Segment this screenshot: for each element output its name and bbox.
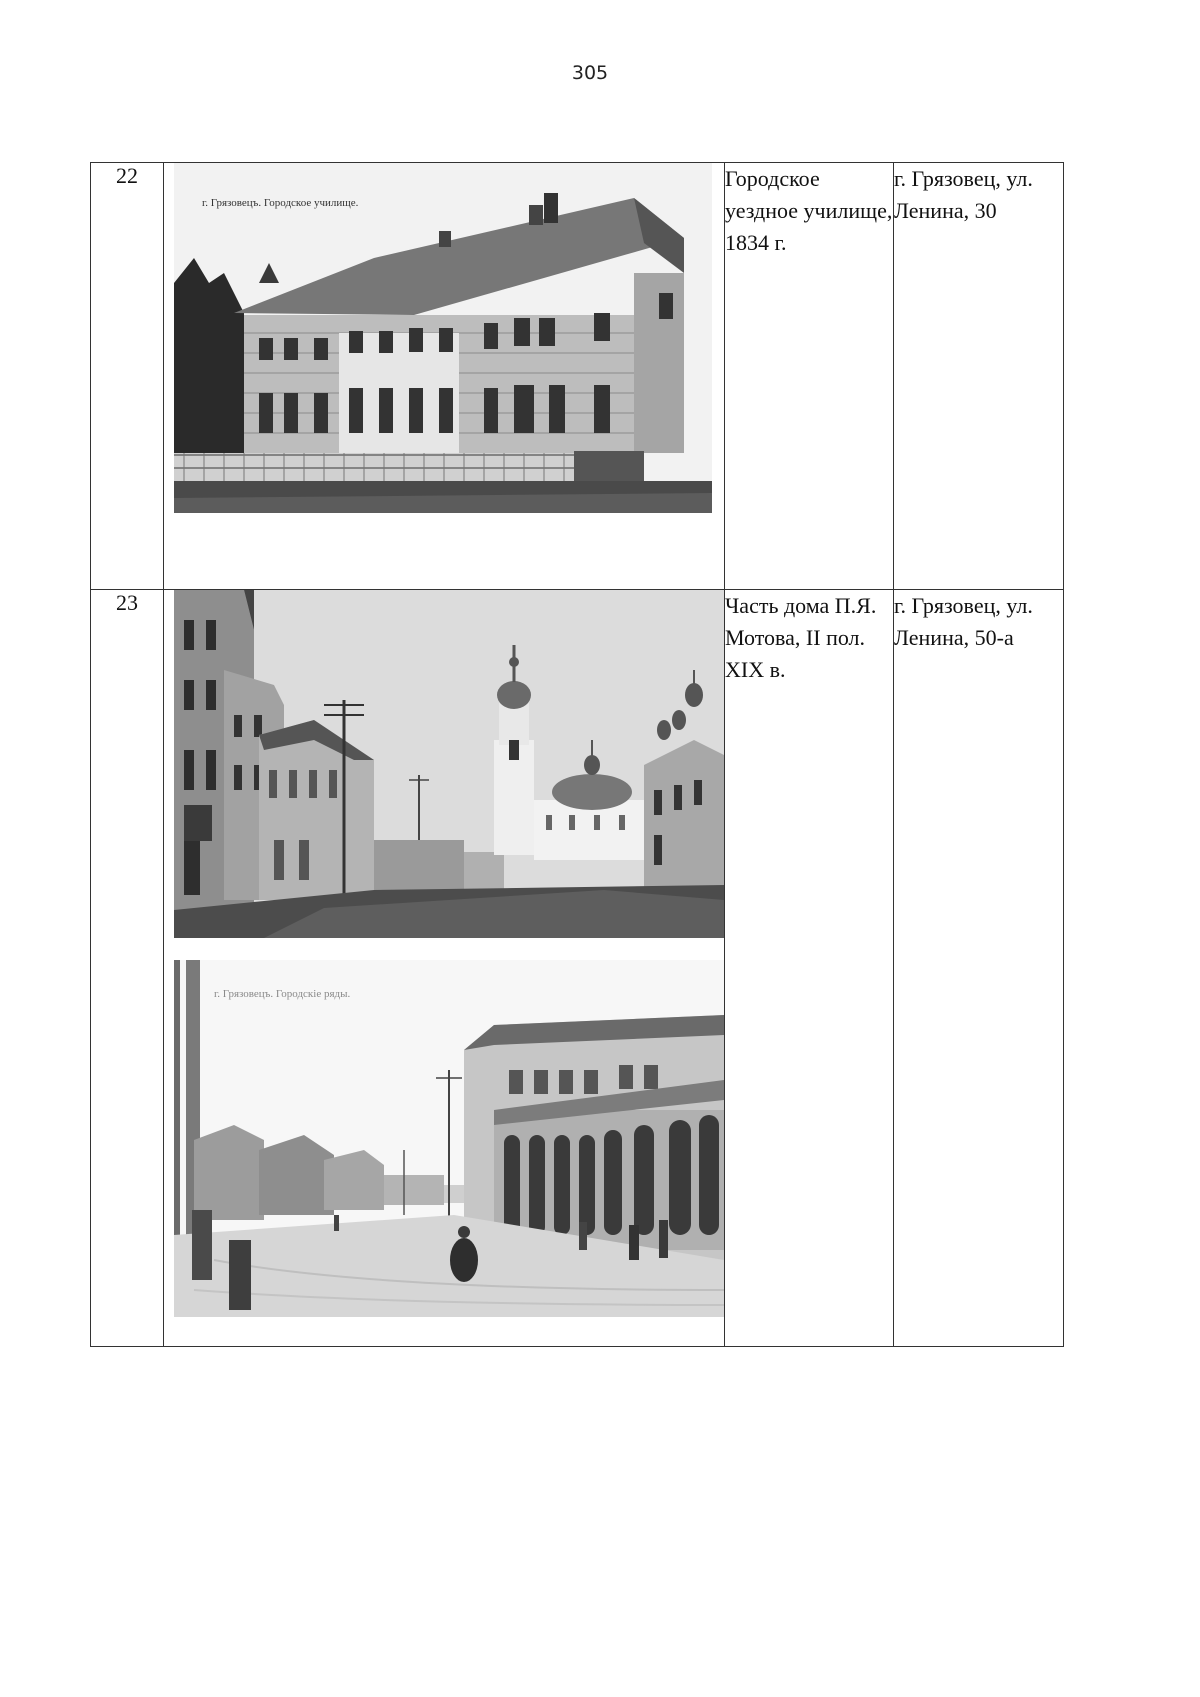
photo-street-church-image <box>174 590 724 938</box>
heritage-registry-table <box>90 162 1064 1347</box>
object-address: г. Грязовец, ул. Ленина, 30 <box>894 163 1064 590</box>
photo-cell <box>164 590 725 1347</box>
photo-street-church <box>174 590 724 938</box>
photo-cell <box>164 163 725 590</box>
table-row <box>91 163 1064 590</box>
photo-caption: г. Грязовецъ. Городское училище. <box>202 197 359 209</box>
object-name: Часть дома П.Я. Мотова, II пол. XIX в. <box>725 590 894 1347</box>
row-number: 23 <box>91 590 164 1347</box>
photo-trading-rows <box>174 960 724 1317</box>
table-row <box>91 590 1064 1347</box>
object-address: г. Грязовец, ул. Ленина, 50-а <box>894 590 1064 1347</box>
page-number: 305 <box>571 62 609 84</box>
photo-city-school-image <box>174 163 712 513</box>
photo-city-school <box>174 163 712 513</box>
photo-trading-rows-image <box>174 960 724 1317</box>
object-name: Городское уездное училище, 1834 г. <box>725 163 894 590</box>
row-number: 22 <box>91 163 164 590</box>
photo-caption: г. Грязовецъ. Городскiе ряды. <box>214 988 351 1000</box>
